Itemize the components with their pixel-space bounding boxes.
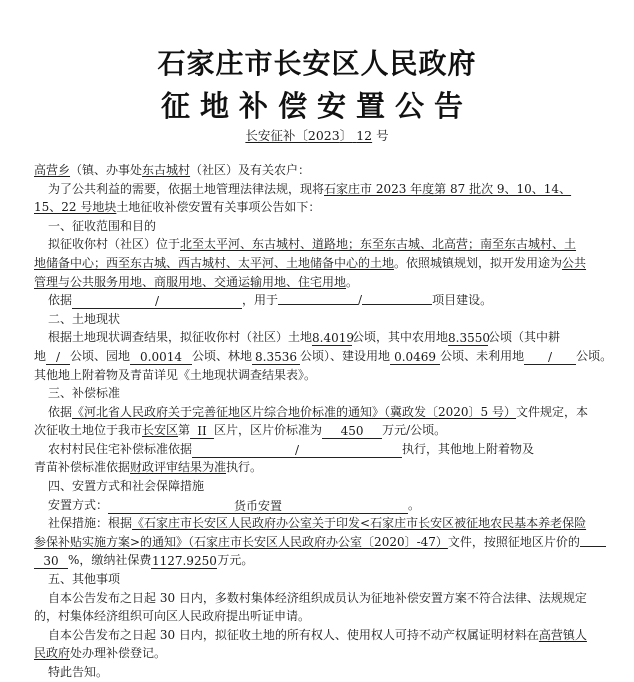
section-4-heading: 四、安置方式和社会保障措施 <box>48 479 205 494</box>
intro-line-2: 15、22 号地块土地征收补偿安置有关事项公告如下： <box>34 200 321 215</box>
section-1-line-3: 管理与公共服务用地、商服用地、交通运输用地、住宅用地。 <box>34 274 359 289</box>
issuer-title: 石家庄市长安区人民政府 <box>157 47 477 80</box>
divider <box>28 150 618 151</box>
section-3-line-2: 次征收土地位于我市长安区第 II 区片，区片价标准为 450 万元/公顷。 <box>34 423 447 439</box>
section-1-line-2: 地储备中心；西至东古城、西古城村、太平河、土地储备中心的土地。依照城镇规划，拟开发用途为公共 <box>34 255 587 270</box>
section-3-line-4: 青苗补偿标准依据财政评审结果为准执行。 <box>34 460 263 475</box>
section-3-heading: 三、补偿标准 <box>48 386 121 401</box>
section-4-line-3: 参保补贴实施方案>的通知》（石家庄市长安区人民政府办公室〔2020〕-47）文件，按照征地区片价的 <box>34 532 614 552</box>
document-number: 长安征补〔2023〕 12 号 <box>245 128 389 143</box>
section-2-line-1: 根据土地现状调查结果，拟征收你村（社区）土地8.4019公顷，其中农用地8.3550公顷（其中耕 <box>48 330 561 346</box>
section-4-line-4: 30 %，缴纳社保费1127.9250万元。 <box>34 550 614 570</box>
section-4-line-2: 社保措施：根据《石家庄市长安区人民政府办公室关于印发<石家庄市长安区被征地农民基本养老保险 <box>48 516 587 531</box>
section-3-line-3: 农村村民住宅补偿标准依据 / 执行，其他地上附着物及 <box>48 441 535 457</box>
section-5-heading: 五、其他事项 <box>48 572 121 587</box>
notice-title: 征地补偿安置公告 <box>160 89 473 123</box>
section-5-line-1: 自本公告发布之日起 30 日内，多数村集体经济组织成员认为征地补偿安置方案不符合法律、法规规定 <box>48 590 587 605</box>
section-5-line-4: 民政府处办理补偿登记。 <box>34 646 167 661</box>
section-2-heading: 二、土地现状 <box>48 311 121 326</box>
intro-line-1: 为了公共利益的需要，依据土地管理法律法规，现将石家庄市 2023 年度第 87 批次 9、10、14、 <box>48 181 572 196</box>
section-5-line-3: 自本公告发布之日起 30 日内，拟征收土地的所有权人、使用权人可持不动产权属证明材料在高营镇人 <box>48 627 587 642</box>
section-2-line-3: 其他地上附着物及青苗详见《土地现状调查结果表》。 <box>34 367 317 382</box>
section-1-line-1: 拟征收你村（社区）位于北至太平河、东古城村、道路地；东至东古城、北高营；南至东古城村、土 <box>48 237 577 252</box>
section-1-heading: 一、征收范围和目的 <box>48 218 157 233</box>
section-5-line-2: 的，村集体经济组织可向区人民政府提出听证申请。 <box>34 609 311 624</box>
section-4-line-1: 安置方式： 货币安置 。 <box>48 497 421 513</box>
addressee-line: 高营乡（镇、办事处东古城村（社区）及有关农户： <box>34 163 311 177</box>
section-1-line-4: 依据 / ，用于 / 项目建设。 <box>48 293 493 309</box>
section-2-line-2: 地 / 公顷、园地 0.0014 公顷、林地 8.3536 公顷）、建设用地 0.0469 公顷、未利用地 / 公顷。 <box>34 348 613 364</box>
section-3-line-1: 依据《河北省人民政府关于完善征地区片综合地价标准的通知》（冀政发〔2020〕5 号）文件规定，本 <box>48 404 589 419</box>
closing-text: 特此告知。 <box>48 665 109 679</box>
